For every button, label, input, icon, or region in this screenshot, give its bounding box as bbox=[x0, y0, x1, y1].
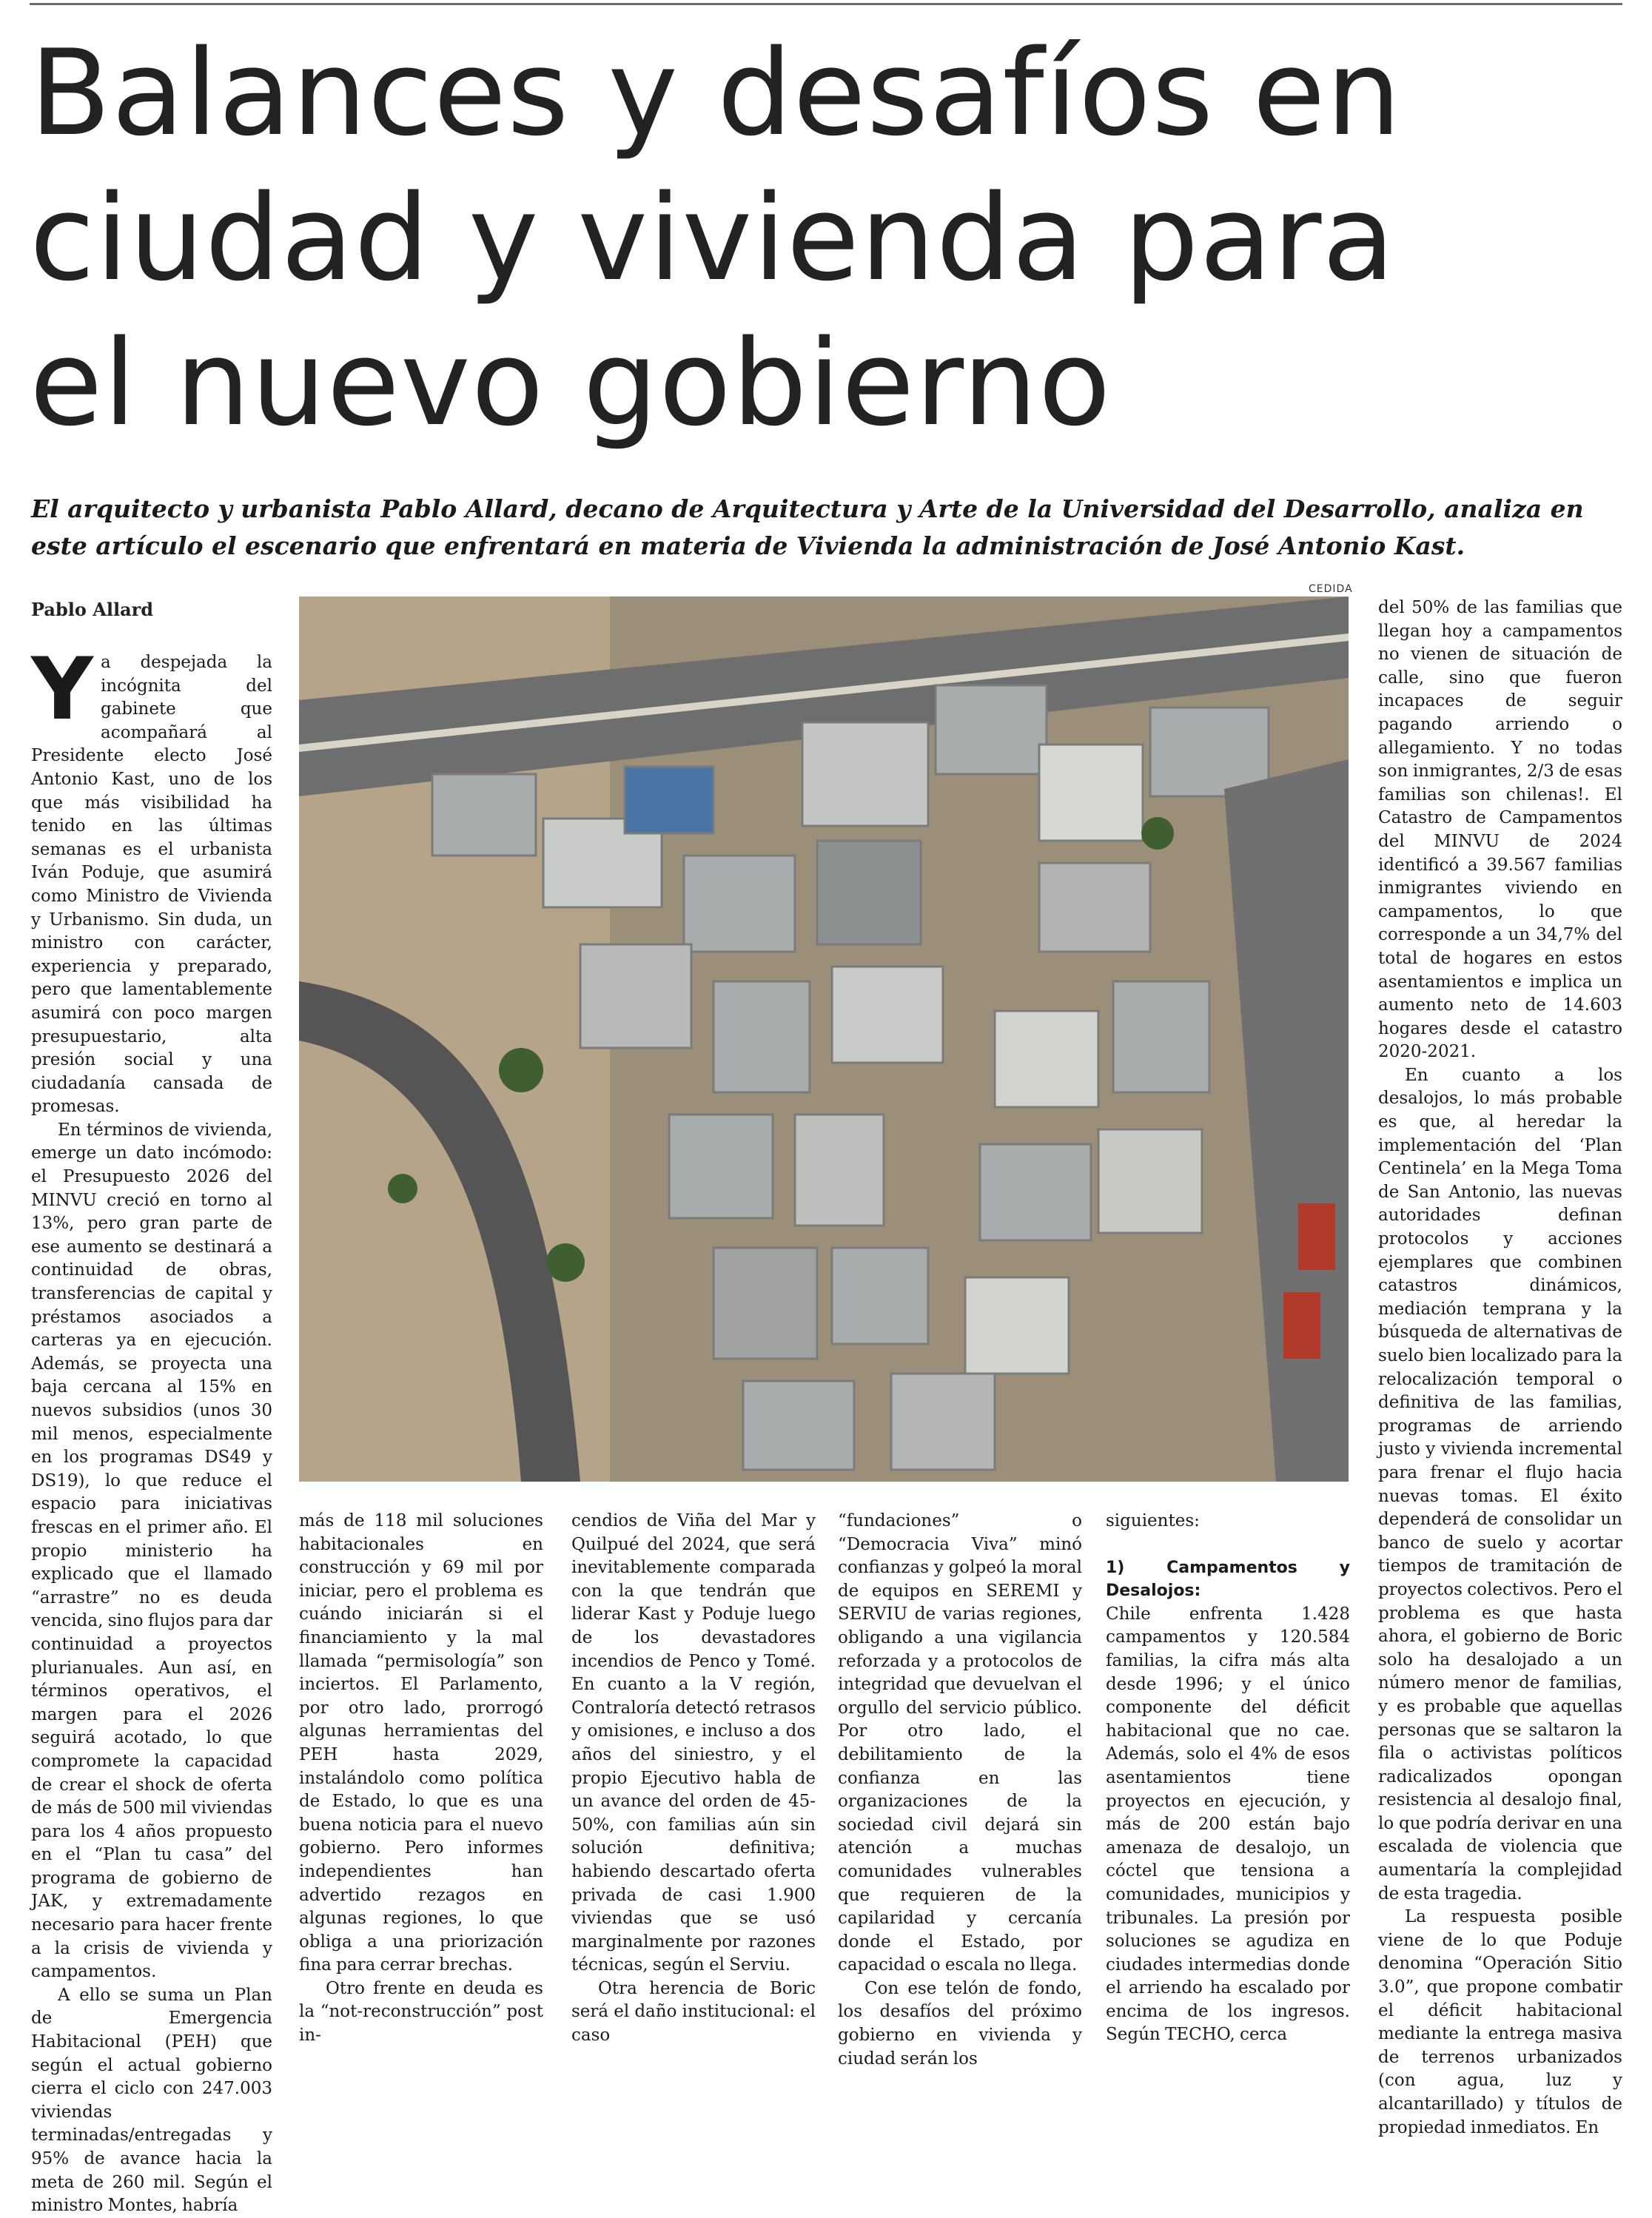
paragraph-families: del 50% de las familias que llegan hoy a campamentos no vienen de situación de calle, sino que fueron incapaces de seguir pagando arriendo o allegamiento. Y no todas son inmigrantes, 2/3 de esas familias son chilenas!. El Catastro de Campamentos del MINVU de 2024 identificó a 39.567 familias inmigrantes viviendo en campamentos, lo que corresponde a un 34,7% del total de hogares en estos asentamientos e implica un aumento neto de 14.603 hogares desde el catastro 2020-2021. bbox=[1378, 598, 1622, 1062]
paragraph-fires: cendios de Viña del Mar y Quilpué del 2024, que será inevitablemente comparada con la que tendrán que liderar Kast y Poduje luego de los devastadores incendios de Penco y Tomé. En cuanto a la V región, Contraloría detectó retrasos y omisiones, e incluso a dos años del siniestro, y el propio Ejecutivo habla de un avance del orden de 45-50%, con familias aún sin solución definitiva; habiendo descartado oferta privada de casi 1.900 viviendas que se usó marginalmente por razones técnicas, según el Serviu. bbox=[571, 1511, 816, 1975]
aerial-photo bbox=[299, 596, 1349, 1482]
paragraph-operation: La respuesta posible viene de lo que Poduje denomina “Operación Sitio 3.0”, que propone combatir el déficit habitacional mediante la entrega masiva de terrenos urbanizados (con agua, luz y alcantarillado) y títulos de propiedad inmediatos. En bbox=[1378, 1907, 1622, 2137]
article-column-3 bbox=[571, 1510, 816, 2048]
article-column-4 bbox=[838, 1510, 1082, 2071]
article-column-5 bbox=[1106, 1510, 1350, 2047]
headline-line-1: Balances y desafíos en bbox=[30, 24, 1403, 162]
paragraph-campamentos: Chile enfrenta 1.428 campamentos y 120.584 familias, la cifra más alta desde 1996; y el único componente del déficit habitacional que no cae. Además, solo el 4% de esos asentamientos tiene proyectos en ejecución, y más de 200 están bajo amenaza de desalojo, un cóctel que tensiona a comunidades, municipios y tribunales. La presión por soluciones se agudiza en ciudades intermedias donde el arriendo ha escalado por encima de los ingresos. Según TECHO, cerca bbox=[1106, 1604, 1350, 2045]
headline bbox=[30, 21, 1621, 456]
subhead-campamentos: 1) Campamentos y Desalojos: bbox=[1106, 1558, 1350, 1601]
intro-text: a despejada la incógnita del gabinete que acompañará al Presidente electo José Antonio Kast, uno de los que más visibilidad ha tenido en las últimas semanas es el urbanista Iván Poduje, que asumirá como Ministro de Vivienda y Urbanismo. Sin duda, un ministro con carácter, experiencia y preparado, pero que lamentablemente asumirá con poco margen presupuestario, alta presión social y una ciudadanía cansada de promesas. bbox=[31, 653, 272, 1117]
paragraph-challenges: Con ese telón de fondo, los desafíos del próximo gobierno en vivienda y ciudad serán los bbox=[838, 1978, 1082, 2069]
paragraph-peh: A ello se suma un Plan de Emergencia Habitacional (PEH) que según el actual gobierno cierra el ciclo con 247.003 viviendas terminadas/entregadas y 95% de avance hacia la meta de 260 mil. Según el ministro Montes, habría bbox=[31, 1985, 272, 2216]
paragraph-following: siguientes: bbox=[1106, 1511, 1200, 1530]
headline-line-3: el nuevo gobierno bbox=[30, 314, 1112, 452]
paragraph-budget: En términos de vivienda, emerge un dato incómodo: el Presupuesto 2026 del MINVU creció en torno al 13%, pero gran parte de ese aumento se destinará a continuidad de obras, transferencias de capital y préstamos asociados a carteras ya en ejecución. Además, se proyecta una baja cercana al 15% en nuevos subsidios (unos 30 mil menos, especialmente en los programas DS49 y DS19), lo que reduce el espacio para iniciativas frescas en el primer año. El propio ministerio ha explicado que el llamado “arrastre” no es deuda vencida, sino flujos para dar continuidad a proyectos plurianuales. Aun así, en términos operativos, el margen para el 2026 seguirá acotado, lo que compromete la capacidad de crear el shock de oferta de más de 500 mil viviendas para los 4 años propuesto en el “Plan tu casa” del programa de gobierno de JAK, y extremadamente necesario para hacer frente a la crisis de vivienda y campamentos. bbox=[31, 1120, 272, 1982]
aerial-photo-illustration bbox=[299, 596, 1349, 1482]
headline-line-2: ciudad y vivienda para bbox=[30, 169, 1396, 307]
paragraph-evictions: En cuanto a los desalojos, lo más probable es que, al heredar la implementación del ‘Plan Centinela’ en la Mega Toma de San Antonio, las nuevas autoridades definan protocolos y acciones ejemplares que combinen catastros dinámicos, mediación temprana y la búsqueda de alternativas de suelo bien localizado para la relocalización temporal o definitiva de las familias, programas de arriendo justo y vivienda incremental para frenar el flujo hacia nuevas tomas. El éxito dependerá de consolidar un banco de suelo y acortar tiempos de tramitación de proyectos colectivos. Pero el problema es que hasta ahora, el gobierno de Boric solo ha desalojado a un número menor de familias, y es probable que aquellas personas que se saltaron la fila o activistas políticos radicalizados opongan resistencia al desalojo final, lo que podría derivar en una escalada de violencia que aumentaría la complejidad de esta tragedia. bbox=[1378, 1065, 1622, 1903]
paragraph-solutions: más de 118 mil soluciones habitacionales en construcción y 69 mil por iniciar, pero el problema es cuándo iniciarán si el financiamiento y la mal llamada “permisología” son inciertos. El Parlamento, por otro lado, prorrogó algunas herramientas del PEH hasta 2029, instalándolo como política de Estado, lo que es una buena noticia para el nuevo gobierno. Pero informes independientes han advertido rezagos en algunas regiones, lo que obliga a una priorización fina para cerrar brechas. bbox=[299, 1511, 543, 1975]
photo-credit: CEDIDA bbox=[1309, 583, 1353, 595]
top-rule bbox=[30, 3, 1622, 5]
article-column-2 bbox=[299, 1510, 543, 2048]
paragraph-intro bbox=[31, 639, 272, 1119]
article-column-6 bbox=[1378, 596, 1622, 2140]
paragraph-institutional: Otra herencia de Boric será el daño institucional: el caso bbox=[571, 1978, 816, 2046]
byline: Pablo Allard bbox=[31, 599, 154, 620]
drop-cap: Y bbox=[31, 639, 93, 739]
deck: El arquitecto y urbanista Pablo Allard, decano de Arquitectura y Arte de la Universidad del Desarrollo, analiza en este artículo el escenario que enfrentará en materia de Vivienda la administración de José Antonio Kast. bbox=[31, 494, 1584, 560]
article-column-1 bbox=[31, 639, 272, 2218]
section-subhead bbox=[1106, 1556, 1350, 1603]
paragraph-foundations: “fundaciones” o “Democracia Viva” minó confianzas y golpeó la moral de equipos en SEREMI y SERVIU de varias regiones, obligando a una vigilancia reforzada y a protocolos de integridad que devuelvan el orgullo del servicio público. Por otro lado, el debilitamiento de la confianza en las organizaciones de la sociedad civil dejará sin atención a muchas comunidades vulnerables que requieren de la capilaridad y cercanía donde el Estado, por capacidad o escala no llega. bbox=[838, 1511, 1082, 1975]
paragraph-reconstruction: Otro frente en deuda es la “not-reconstrucción” post in- bbox=[299, 1978, 543, 2046]
